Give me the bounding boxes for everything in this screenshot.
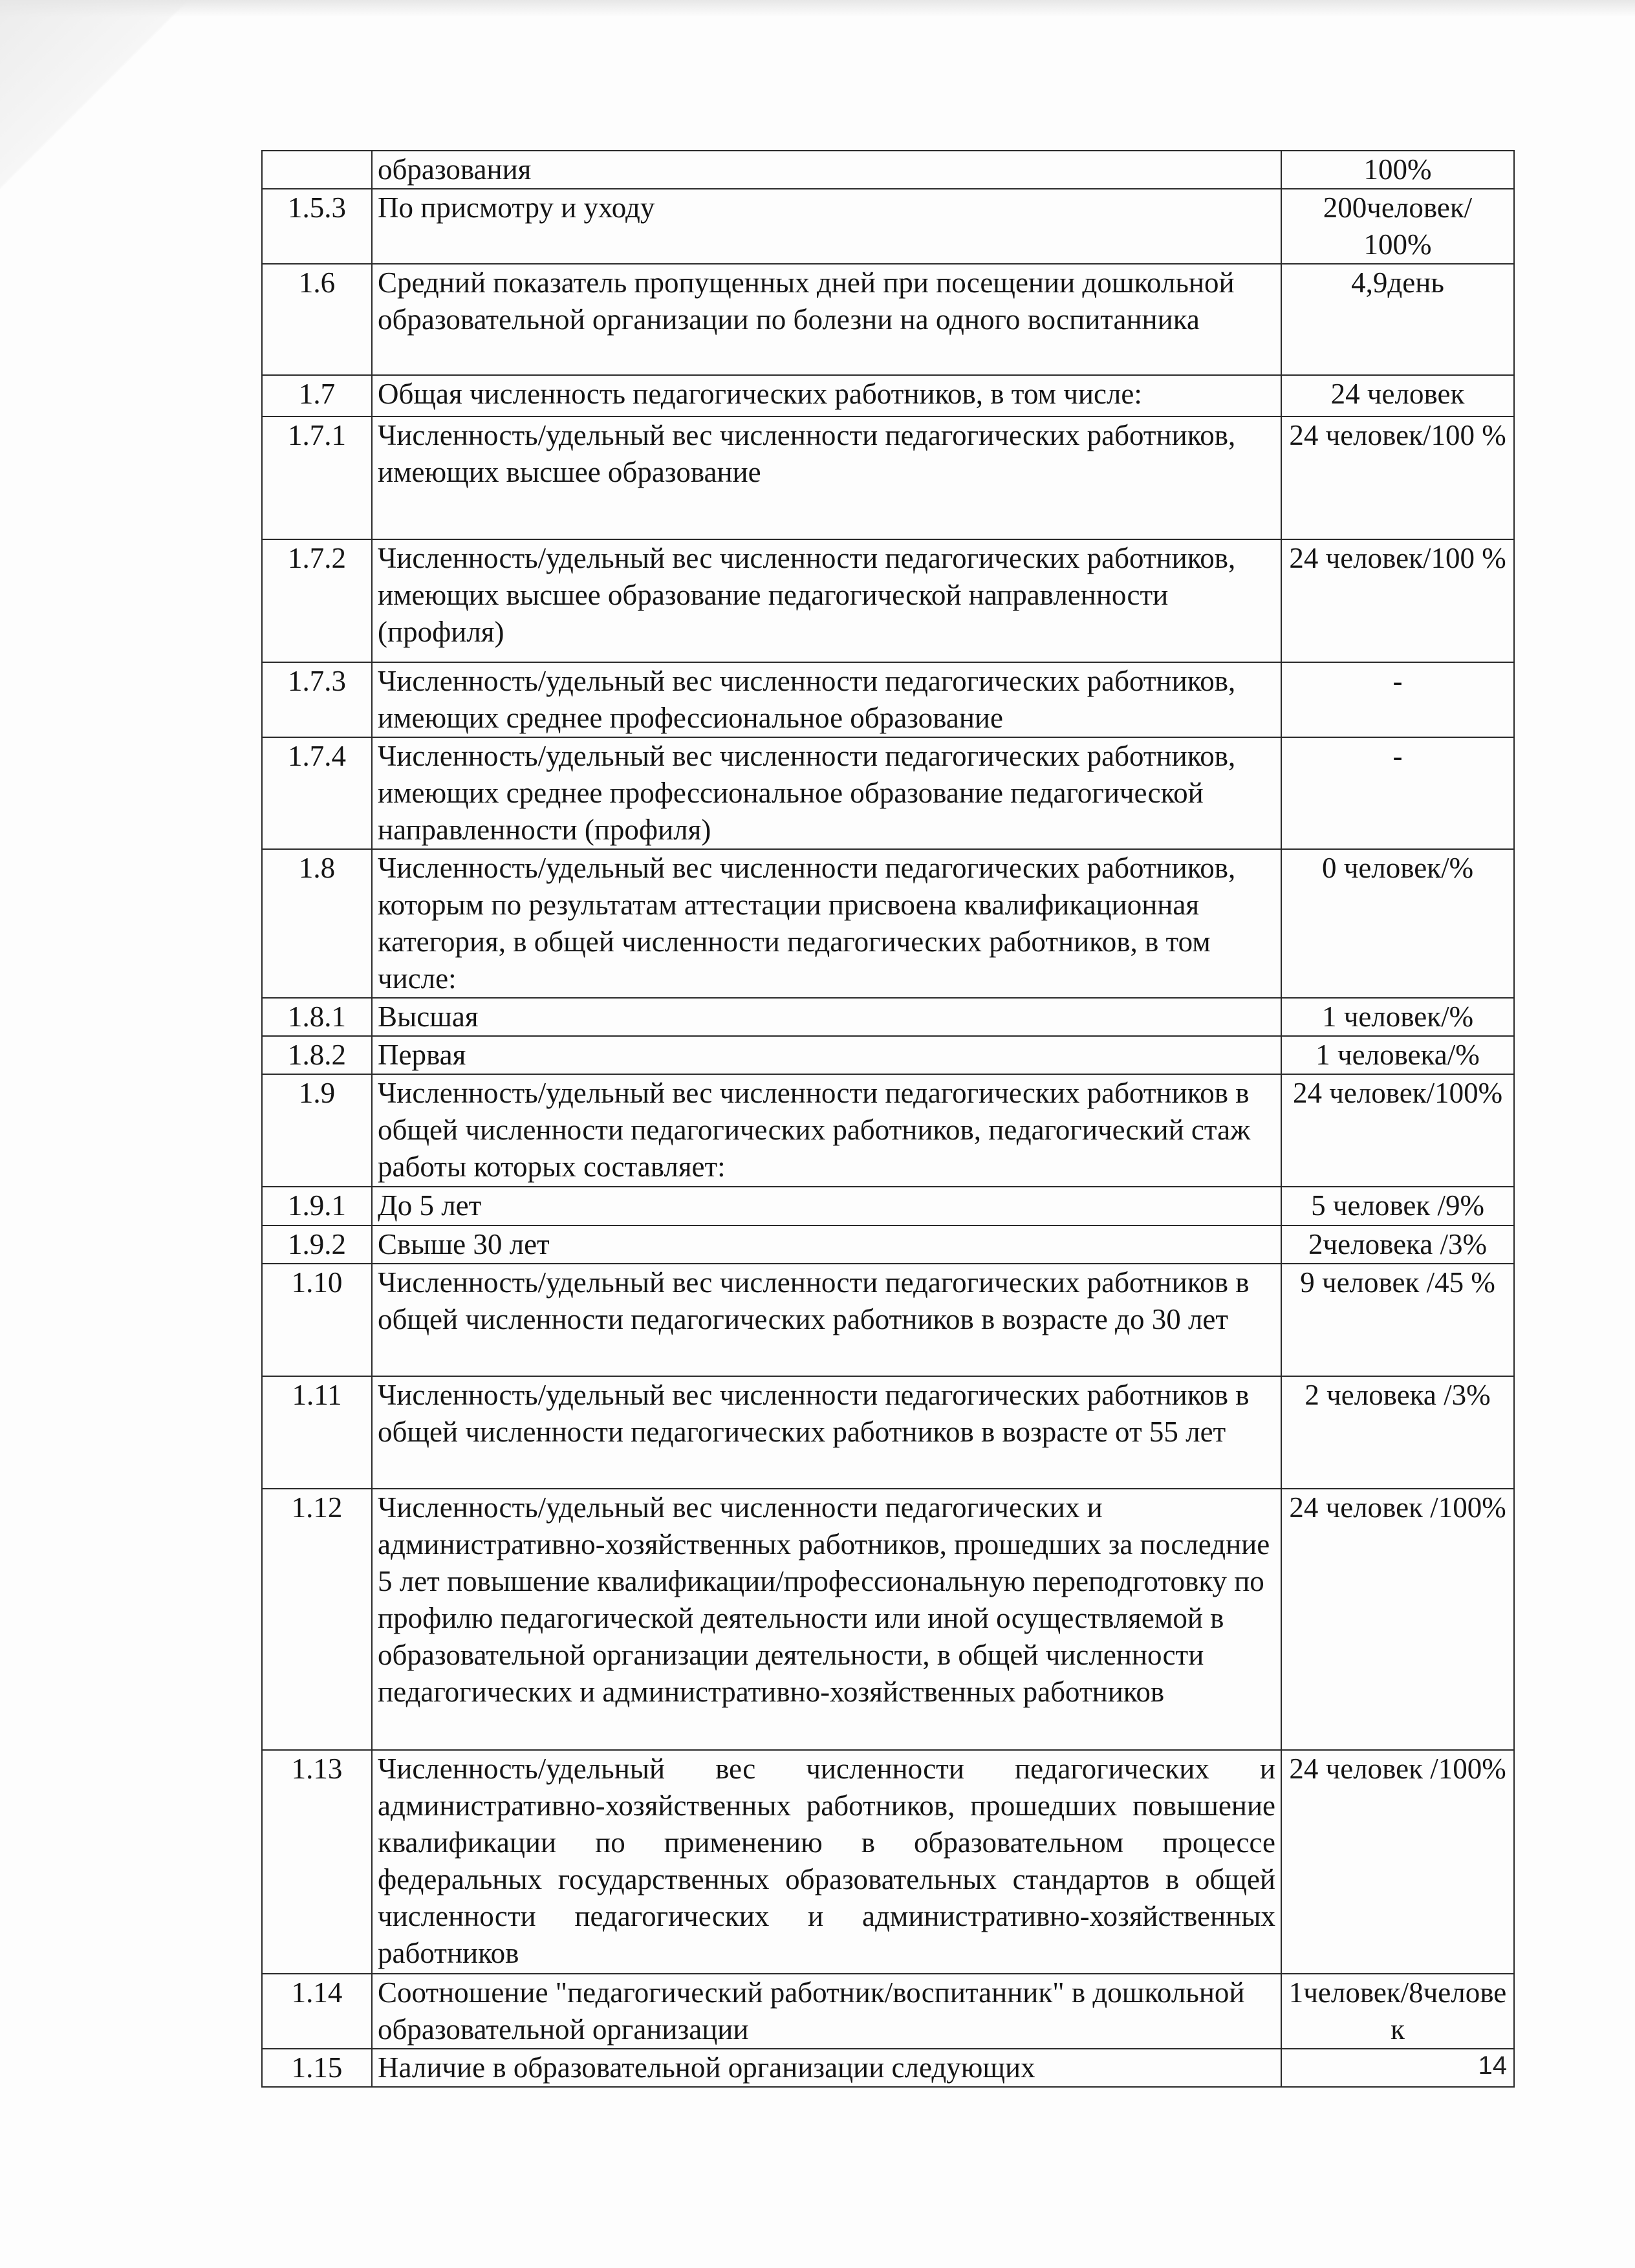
row-number: 1.7 (262, 375, 372, 416)
row-number: 1.9.2 (262, 1226, 372, 1264)
row-value: - (1281, 737, 1514, 849)
row-value: 9 человек /45 % (1281, 1264, 1514, 1376)
row-value: 24 человек /100% (1281, 1750, 1514, 1974)
row-description: Численность/удельный вес численности педагогических и административно-хозяйственных работников, прошедших за последние 5 лет повышение квалификации/профессиональную переподготовку по профилю педагогической деятельности или иной осуществляемой в образовательной организации деятельности, в общей численности педагогических и административно-хозяйственных работников (372, 1489, 1281, 1750)
row-description: Численность/удельный вес численности педагогических работников, которым по результатам аттестации присвоена квалификационная категория, в общей численности педагогических работников, в том числе: (372, 849, 1281, 998)
table-row (262, 1489, 1514, 1750)
page-corner-fold (0, 0, 220, 194)
table-row (262, 189, 1514, 264)
row-description: По присмотру и уходу (372, 189, 1281, 264)
table-row (262, 1750, 1514, 1974)
page-edge-shadow (0, 0, 1635, 17)
row-description: Соотношение "педагогический работник/воспитанник" в дошкольной образовательной организации (372, 1974, 1281, 2049)
row-number: 1.9.1 (262, 1187, 372, 1226)
table-row (262, 1036, 1514, 1074)
page-number: 14 (1478, 2051, 1507, 2080)
row-value: 24 человек/100 % (1281, 539, 1514, 662)
row-value: 5 человек /9% (1281, 1187, 1514, 1226)
row-number: 1.6 (262, 264, 372, 375)
row-value: 1человек/8человек (1281, 1974, 1514, 2049)
table-row (262, 416, 1514, 539)
row-description: До 5 лет (372, 1187, 1281, 1226)
table-row (262, 1226, 1514, 1264)
row-description: Численность/удельный вес численности педагогических работников, имеющих высшее образование педагогической направленности (профиля) (372, 539, 1281, 662)
table-row (262, 539, 1514, 662)
row-number: 1.9 (262, 1074, 372, 1187)
row-number: 1.11 (262, 1376, 372, 1489)
table-row (262, 1264, 1514, 1376)
row-description: Численность/удельный вес численности педагогических работников, имеющих высшее образование (372, 416, 1281, 539)
row-number: 1.13 (262, 1750, 372, 1974)
table-row (262, 1974, 1514, 2049)
row-number: 1.7.3 (262, 662, 372, 737)
row-number (262, 151, 372, 189)
table-row (262, 151, 1514, 189)
row-value: 1 человек/% (1281, 998, 1514, 1036)
row-value: 200человек/ 100% (1281, 189, 1514, 264)
table-row (262, 1074, 1514, 1187)
row-description: Численность/удельный вес численности педагогических и административно-хозяйственных работников, прошедших повышение квалификации по применению в образовательном процессе федеральных государственных образовательных стандартов в общей численности педагогических и административно-хозяйственных работников (372, 1750, 1281, 1974)
row-number: 1.8 (262, 849, 372, 998)
row-description: Численность/удельный вес численности педагогических работников в общей численности педагогических работников, педагогический стаж работы которых составляет: (372, 1074, 1281, 1187)
row-number: 1.15 (262, 2049, 372, 2087)
table-row (262, 998, 1514, 1036)
table-row (262, 662, 1514, 737)
row-description: Численность/удельный вес численности педагогических работников, имеющих среднее профессиональное образование педагогической направленности (профиля) (372, 737, 1281, 849)
table-row (262, 1376, 1514, 1489)
row-value: 2 человека /3% (1281, 1376, 1514, 1489)
row-number: 1.8.1 (262, 998, 372, 1036)
row-description: Численность/удельный вес численности педагогических работников, имеющих среднее профессиональное образование (372, 662, 1281, 737)
row-description: Первая (372, 1036, 1281, 1074)
table-row (262, 375, 1514, 416)
row-value: 24 человек /100% (1281, 1489, 1514, 1750)
row-value: 100% (1281, 151, 1514, 189)
row-number: 1.8.2 (262, 1036, 372, 1074)
table-row (262, 1187, 1514, 1226)
row-value: 4,9день (1281, 264, 1514, 375)
row-value: 1 человека/% (1281, 1036, 1514, 1074)
row-value: 0 человек/% (1281, 849, 1514, 998)
row-description: Численность/удельный вес численности педагогических работников в общей численности педагогических работников в возрасте до 30 лет (372, 1264, 1281, 1376)
table-row (262, 2049, 1514, 2087)
row-value: 24 человек/100 % (1281, 416, 1514, 539)
table-row (262, 737, 1514, 849)
row-number: 1.10 (262, 1264, 372, 1376)
indicators-table (261, 150, 1515, 2088)
row-value: 24 человек/100% (1281, 1074, 1514, 1187)
row-number: 1.12 (262, 1489, 372, 1750)
row-description: Свыше 30 лет (372, 1226, 1281, 1264)
row-number: 1.7.2 (262, 539, 372, 662)
row-description: Численность/удельный вес численности педагогических работников в общей численности педагогических работников в возрасте от 55 лет (372, 1376, 1281, 1489)
row-value: - (1281, 662, 1514, 737)
row-value: 2человека /3% (1281, 1226, 1514, 1264)
row-description: Средний показатель пропущенных дней при посещении дошкольной образовательной организации по болезни на одного воспитанника (372, 264, 1281, 375)
row-value: 24 человек (1281, 375, 1514, 416)
row-description: Общая численность педагогических работников, в том числе: (372, 375, 1281, 416)
row-number: 1.14 (262, 1974, 372, 2049)
row-number: 1.7.4 (262, 737, 372, 849)
row-number: 1.7.1 (262, 416, 372, 539)
table-row (262, 264, 1514, 375)
row-description: Наличие в образовательной организации следующих (372, 2049, 1281, 2087)
row-number: 1.5.3 (262, 189, 372, 264)
row-description: Высшая (372, 998, 1281, 1036)
row-description: образования (372, 151, 1281, 189)
table-row (262, 849, 1514, 998)
